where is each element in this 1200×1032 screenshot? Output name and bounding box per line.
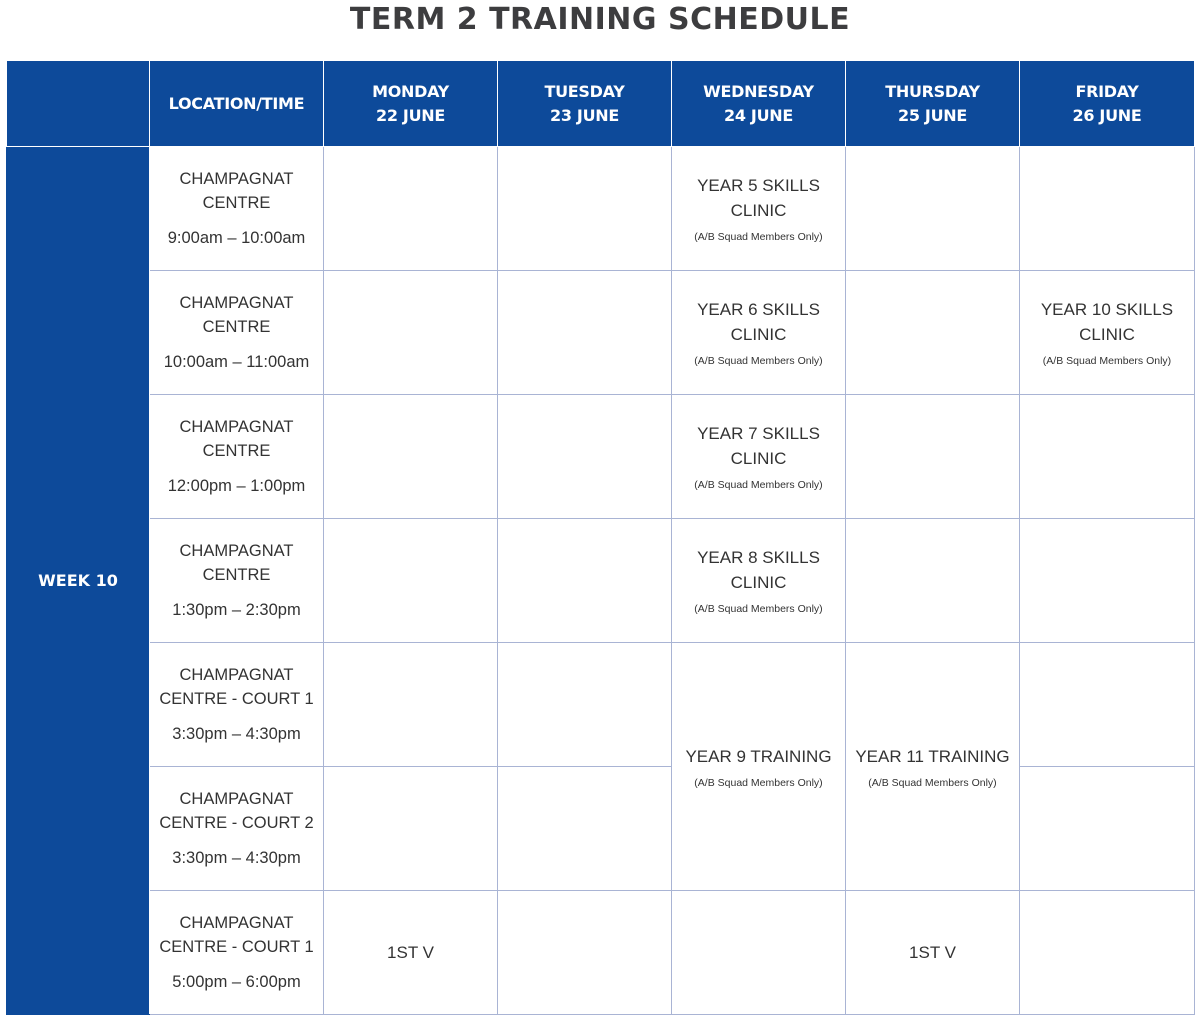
schedule-cell bbox=[498, 395, 672, 519]
schedule-cell bbox=[1020, 891, 1195, 1015]
header-day-date: 24 JUNE bbox=[723, 105, 793, 125]
session-time: 12:00pm – 1:00pm bbox=[167, 477, 306, 495]
event-title: YEAR 8 SKILLS CLINIC bbox=[697, 548, 820, 592]
event-note: (A/B Squad Members Only) bbox=[694, 479, 823, 491]
schedule-cell bbox=[498, 147, 672, 271]
table-row bbox=[7, 519, 1195, 643]
event-cell-year9 bbox=[672, 643, 846, 891]
location-time-cell bbox=[150, 395, 324, 519]
schedule-cell bbox=[498, 767, 672, 891]
event-note: (A/B Squad Members Only) bbox=[694, 231, 823, 243]
header-monday bbox=[324, 61, 498, 147]
event-title: 1ST V bbox=[909, 943, 956, 962]
location-time-cell bbox=[150, 271, 324, 395]
schedule-cell bbox=[324, 271, 498, 395]
session-time: 9:00am – 10:00am bbox=[167, 229, 306, 247]
event-cell-year6 bbox=[672, 271, 846, 395]
event-note: (A/B Squad Members Only) bbox=[694, 603, 823, 615]
event-cell-first-v-thursday bbox=[846, 891, 1020, 1015]
schedule-cell bbox=[498, 519, 672, 643]
header-day-date: 26 JUNE bbox=[1072, 105, 1142, 125]
header-row bbox=[7, 61, 1195, 147]
session-time: 3:30pm – 4:30pm bbox=[172, 849, 301, 867]
table-row bbox=[7, 147, 1195, 271]
schedule-cell bbox=[324, 767, 498, 891]
schedule-table bbox=[6, 60, 1195, 1015]
page-title: TERM 2 TRAINING SCHEDULE bbox=[349, 2, 851, 37]
session-time: 5:00pm – 6:00pm bbox=[172, 973, 301, 991]
header-day-date: 25 JUNE bbox=[897, 105, 967, 125]
event-cell-first-v-monday bbox=[324, 891, 498, 1015]
schedule-cell bbox=[498, 271, 672, 395]
location-name: CHAMPAGNAT CENTRE - COURT 2 bbox=[159, 790, 314, 832]
event-title: YEAR 10 SKILLS CLINIC bbox=[1040, 300, 1174, 344]
location-name: CHAMPAGNAT CENTRE bbox=[179, 542, 294, 584]
schedule-cell bbox=[498, 643, 672, 767]
schedule-cell bbox=[672, 891, 846, 1015]
schedule-cell bbox=[846, 519, 1020, 643]
event-note: (A/B Squad Members Only) bbox=[868, 776, 997, 789]
schedule-cell bbox=[846, 395, 1020, 519]
location-name: CHAMPAGNAT CENTRE bbox=[179, 418, 294, 460]
location-time-cell bbox=[150, 643, 324, 767]
event-note: (A/B Squad Members Only) bbox=[694, 355, 823, 367]
event-cell-year8 bbox=[672, 519, 846, 643]
location-name: CHAMPAGNAT CENTRE - COURT 1 bbox=[159, 914, 314, 956]
event-note: (A/B Squad Members Only) bbox=[694, 776, 823, 789]
session-time: 1:30pm – 2:30pm bbox=[172, 601, 301, 619]
location-time-cell bbox=[150, 767, 324, 891]
table-row bbox=[7, 643, 1195, 767]
event-title: 1ST V bbox=[387, 943, 434, 962]
header-friday bbox=[1020, 61, 1195, 147]
schedule-cell bbox=[324, 519, 498, 643]
header-day-date: 22 JUNE bbox=[375, 105, 445, 125]
schedule-cell bbox=[846, 271, 1020, 395]
header-tuesday bbox=[498, 61, 672, 147]
schedule-cell bbox=[324, 147, 498, 271]
schedule-cell bbox=[846, 147, 1020, 271]
header-day-name: TUESDAY bbox=[544, 81, 625, 101]
table-row bbox=[7, 395, 1195, 519]
schedule-cell bbox=[1020, 395, 1195, 519]
schedule-cell bbox=[1020, 147, 1195, 271]
event-title: YEAR 11 TRAINING bbox=[855, 746, 1010, 766]
location-time-cell bbox=[150, 891, 324, 1015]
header-corner bbox=[7, 61, 150, 147]
event-title: YEAR 7 SKILLS CLINIC bbox=[697, 424, 820, 468]
header-day-name: FRIDAY bbox=[1075, 81, 1139, 101]
week-label: WEEK 10 bbox=[7, 147, 150, 1015]
schedule-cell bbox=[324, 395, 498, 519]
header-day-name: WEDNESDAY bbox=[703, 81, 814, 101]
schedule-cell bbox=[1020, 519, 1195, 643]
header-location-time-label: LOCATION/TIME bbox=[168, 93, 305, 113]
event-title: YEAR 9 TRAINING bbox=[685, 746, 832, 766]
event-cell-year7 bbox=[672, 395, 846, 519]
table-row bbox=[7, 891, 1195, 1015]
session-time: 10:00am – 11:00am bbox=[163, 353, 310, 371]
event-title: YEAR 5 SKILLS CLINIC bbox=[697, 176, 820, 220]
event-note: (A/B Squad Members Only) bbox=[1042, 355, 1172, 367]
location-time-cell bbox=[150, 519, 324, 643]
schedule-cell bbox=[498, 891, 672, 1015]
header-day-name: THURSDAY bbox=[885, 81, 980, 101]
location-name: CHAMPAGNAT CENTRE bbox=[179, 170, 294, 212]
event-cell-year11 bbox=[846, 643, 1020, 891]
location-name: CHAMPAGNAT CENTRE bbox=[179, 294, 294, 336]
location-time-cell bbox=[150, 147, 324, 271]
event-cell-year5 bbox=[672, 147, 846, 271]
header-day-date: 23 JUNE bbox=[549, 105, 619, 125]
header-day-name: MONDAY bbox=[372, 81, 449, 101]
location-name: CHAMPAGNAT CENTRE - COURT 1 bbox=[159, 666, 314, 708]
table-row bbox=[7, 271, 1195, 395]
event-cell-year10 bbox=[1020, 271, 1195, 395]
header-wednesday bbox=[672, 61, 846, 147]
schedule-cell bbox=[324, 643, 498, 767]
header-thursday bbox=[846, 61, 1020, 147]
event-title: YEAR 6 SKILLS CLINIC bbox=[697, 300, 820, 344]
session-time: 3:30pm – 4:30pm bbox=[172, 725, 301, 743]
header-location-time bbox=[150, 61, 324, 147]
schedule-cell bbox=[1020, 643, 1195, 767]
schedule-cell bbox=[1020, 767, 1195, 891]
